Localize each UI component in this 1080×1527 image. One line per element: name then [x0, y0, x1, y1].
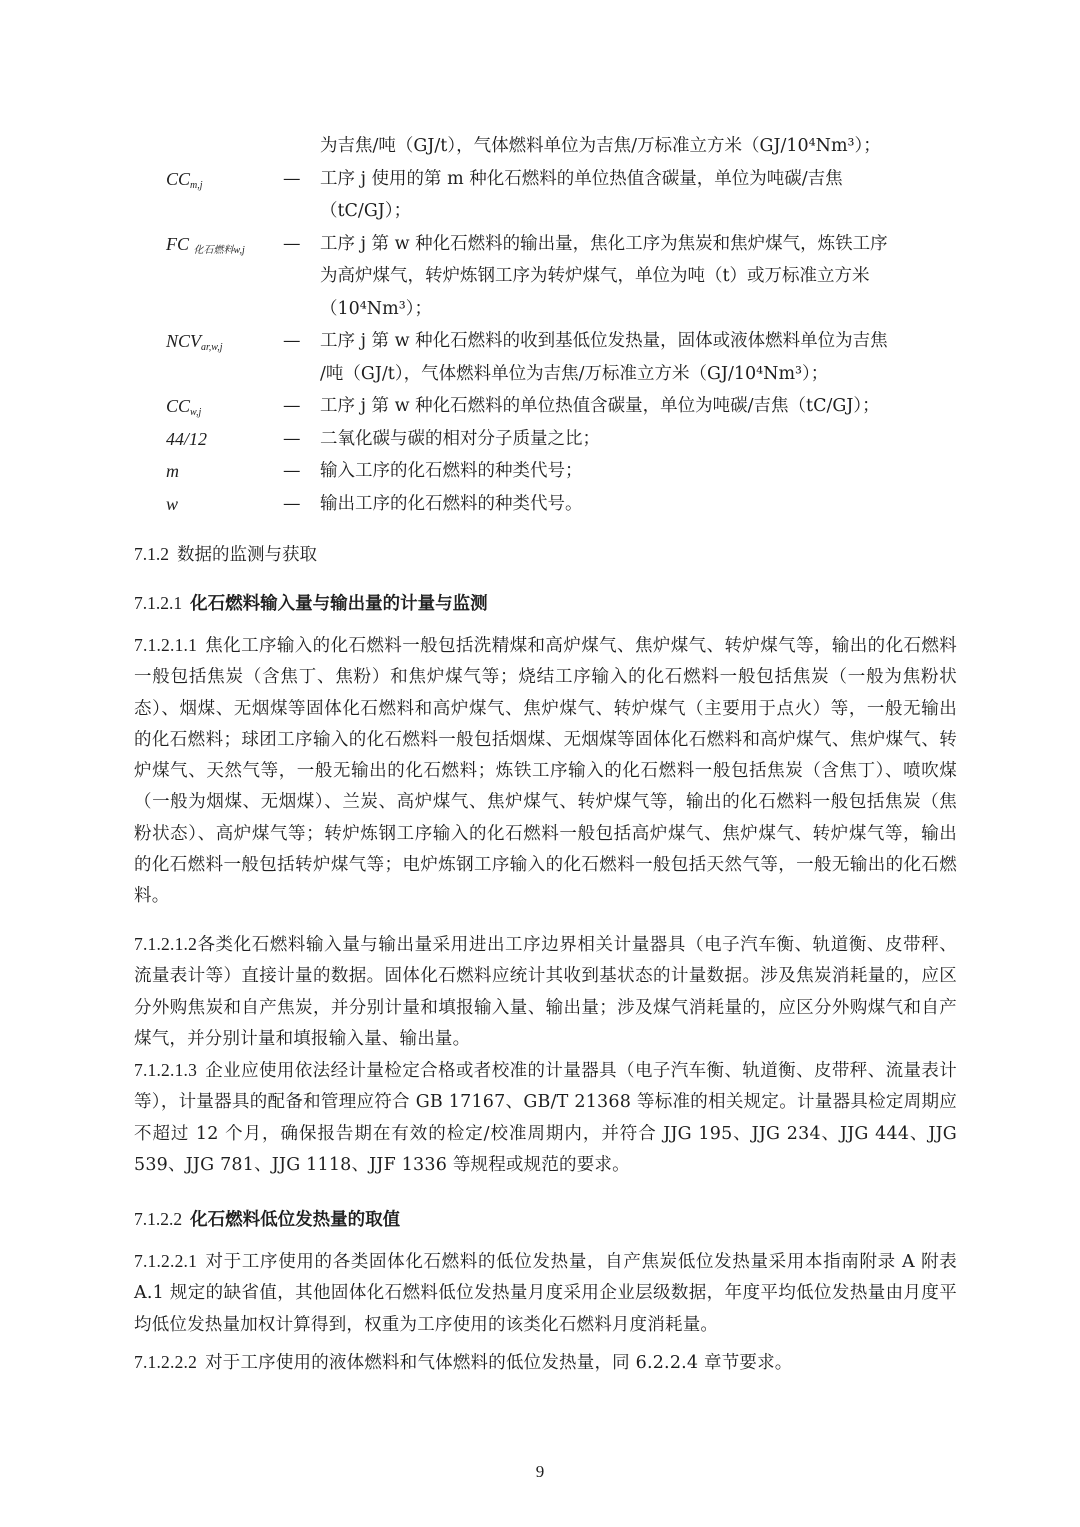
symbol: $NCV_{ar,w,j}$ [166, 331, 223, 353]
definition-text: 输入工序的化石燃料的种类代号； [320, 461, 583, 481]
section-heading-7-1-2: 7.1.2 数据的监测与获取 [134, 544, 317, 565]
symbol-definitions [0, 130, 1080, 520]
dash: — [283, 168, 301, 189]
section-heading-7-1-2-2: 7.1.2.2 化石燃料低位发热量的取值 [134, 1209, 401, 1230]
dash: — [283, 396, 301, 416]
paragraph-7-1-2-2-1: 7.1.2.2.1 对于工序使用的各类固体化石燃料的低位发热量，自产焦炭低位发热量采用本指南附录 A 附表 A.1 规定的缺省值，其他固体化石燃料低位发热量月度采用企业层级数据，年度平均低位发热量由月度平均低位发热量加权计算得到，权重为工序使用的该类化石燃料月度消耗量。 [134, 1251, 957, 1335]
symbol: m [166, 461, 179, 481]
definition-w [0, 488, 1080, 521]
dash: — [283, 461, 301, 481]
definition-text: 输出工序的化石燃料的种类代号。 [320, 493, 583, 514]
definition-cc-w-j [0, 390, 1080, 423]
definition-fc [0, 228, 1080, 326]
symbol: w [166, 493, 179, 514]
definition-m [0, 455, 1080, 488]
paragraph-7-1-2-1-2: 7.1.2.1.2各类化石燃料输入量与输出量采用进出工序边界相关计量器具（电子汽车衡、轨道衡、皮带秤、流量表计等）直接计量的数据。固体化石燃料应统计其收到基状态的计量数据。涉及焦炭消耗量的，应区分外购焦炭和自产焦炭，并分别计量和填报输入量、输出量；涉及煤气消耗量的，应区分外购煤气和自产煤气，并分别计量和填报输入量、输出量。 [134, 934, 957, 1049]
section-heading-7-1-2-1: 7.1.2.1 化石燃料输入量与输出量的计量与监测 [134, 593, 488, 614]
symbol: $CC_{m,j}$ [166, 168, 203, 191]
dash: — [283, 233, 301, 254]
symbol: FC $_{化石燃料w,j}$ [166, 233, 245, 256]
definition-text: 工序 j 使用的第 m 种化石燃料的单位热值含碳量，单位为吨碳/吉焦 （tC/GJ）； [320, 168, 843, 221]
symbol: 44/12 [166, 428, 208, 449]
definition-continuation: 为吉焦/吨（GJ/t），气体燃料单位为吉焦/万标准立方米（GJ/10⁴Nm³）； [320, 136, 881, 156]
definition-text: 工序 j 第 w 种化石燃料的单位热值含碳量，单位为吨碳/吉焦（tC/GJ）； [320, 396, 880, 416]
dash: — [283, 493, 301, 514]
definition-ratio [0, 423, 1080, 456]
symbol: $CC_{w,j}$ [166, 396, 202, 418]
dash: — [283, 428, 301, 449]
paragraph-7-1-2-1-3: 7.1.2.1.3 企业应使用依法经计量检定合格或者校准的计量器具（电子汽车衡、轨道衡、皮带秤、流量表计等），计量器具的配备和管理应符合 GB 17167、GB/T 21368 等标准的相关规定。计量器具检定周期应不超过 12 个月，确保报告期在有效的检定/校准周期内，并符合 JJG 195、JJG 234、JJG 444、JJG 539、JJG 781、JJG 1118、JJF 1336 等规程或规范的要求。 [134, 1060, 957, 1175]
definition-ncv [0, 325, 1080, 390]
definition-text: 工序 j 第 w 种化石燃料的输出量，焦化工序为焦炭和焦炉煤气，炼铁工序 为高炉煤气，转炉炼钢工序为转炉煤气，单位为吨（t）或万标准立方米 （10⁴Nm³）； [320, 233, 888, 319]
paragraph-7-1-2-1-1: 7.1.2.1.1 焦化工序输入的化石燃料一般包括洗精煤和高炉煤气、焦炉煤气、转炉煤气等，输出的化石燃料一般包括焦炭（含焦丁、焦粉）和焦炉煤气等；烧结工序输入的化石燃料一般包括焦炭（一般为焦粉状态）、烟煤、无烟煤等固体化石燃料和高炉煤气、焦炉煤气、转炉煤气（主要用于点火）等，一般无输出的化石燃料；球团工序输入的化石燃料一般包括烟煤、无烟煤等固体化石燃料和高炉煤气、焦炉煤气、转炉煤气、天然气等，一般无输出的化石燃料；炼铁工序输入的化石燃料一般包括焦炭（含焦丁）、喷吹煤（一般为烟煤、无烟煤）、兰炭、高炉煤气、焦炉煤气、转炉煤气等，输出的化石燃料一般包括焦炭（焦粉状态）、高炉煤气等；转炉炼钢工序输入的化石燃料一般包括高炉煤气、焦炉煤气、转炉煤气等，输出的化石燃料一般包括转炉煤气等；电炉炼钢工序输入的化石燃料一般包括天然气等，一般无输出的化石燃料。 [134, 635, 957, 907]
dash: — [283, 331, 301, 351]
definition-text: 工序 j 第 w 种化石燃料的收到基低位发热量，固体或液体燃料单位为吉焦 /吨（GJ/t），气体燃料单位为吉焦/万标准立方米（GJ/10⁴Nm³）； [320, 331, 888, 384]
page-number: 9 [535, 1462, 545, 1481]
definition-cc-m-j [0, 163, 1080, 228]
definition-text: 二氧化碳与碳的相对分子质量之比； [320, 428, 600, 449]
paragraph-7-1-2-2-2: 7.1.2.2.2 对于工序使用的液体燃料和气体燃料的低位发热量，同 6.2.2.4 章节要求。 [134, 1352, 793, 1373]
